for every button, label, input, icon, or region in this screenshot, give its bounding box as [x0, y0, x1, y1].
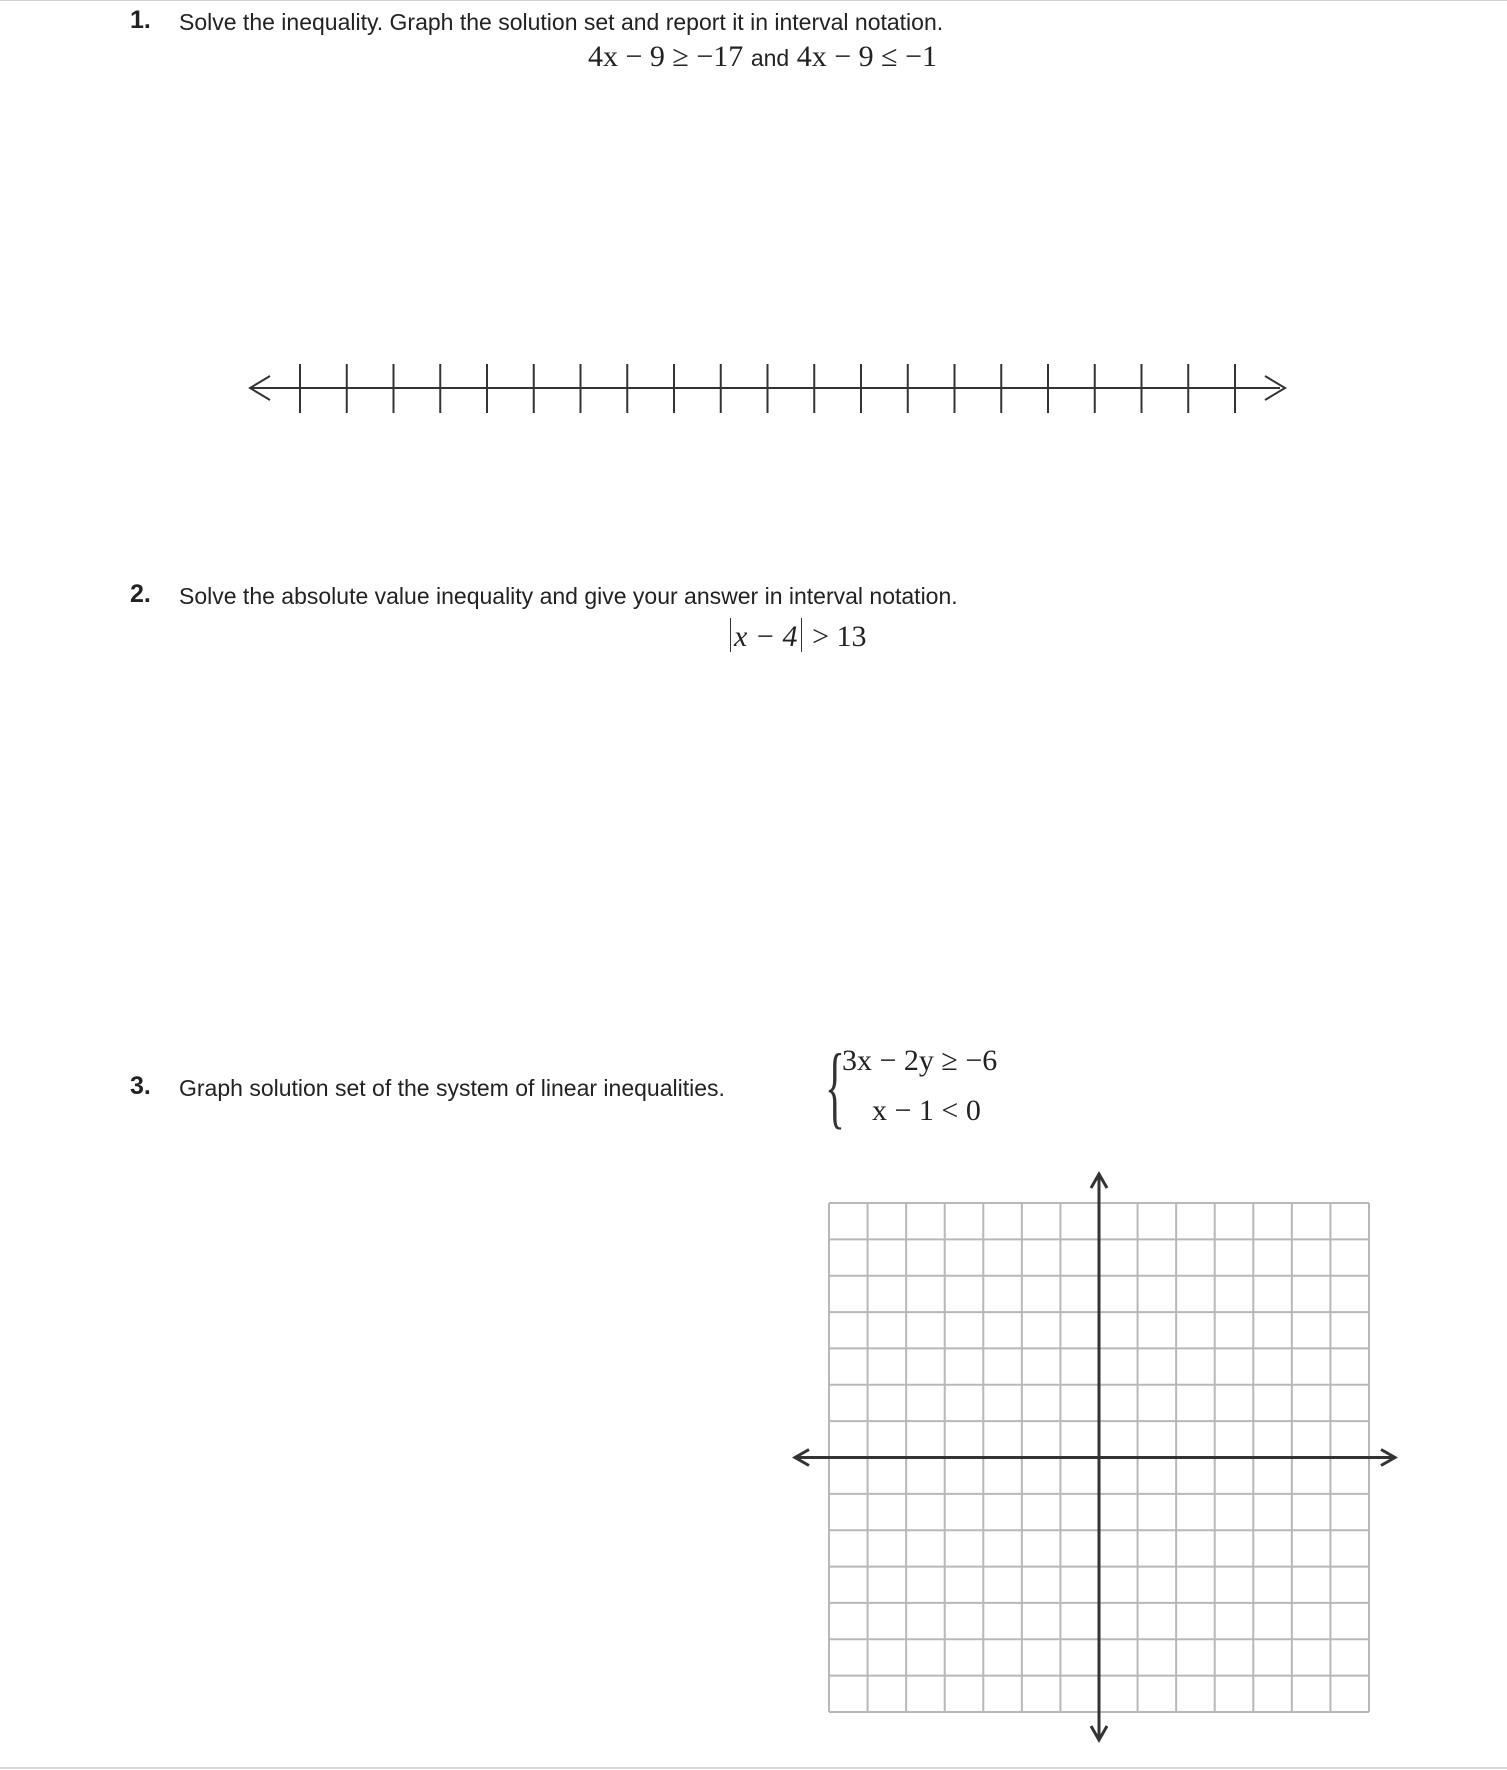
abs-inside: x − 4 — [734, 620, 798, 653]
inequality-right: 4x − 9 ≤ −1 — [796, 40, 937, 73]
question-3-number: 3. — [130, 1072, 151, 1100]
connector-and: and — [750, 45, 790, 71]
question-3-prompt: Graph solution set of the system of linear inequalities. — [179, 1075, 725, 1101]
system-brace: { — [825, 1035, 845, 1137]
question-1-prompt: Solve the inequality. Graph the solution set and report it in interval notation. — [179, 9, 944, 35]
axes — [795, 1174, 1395, 1740]
question-1-number: 1. — [130, 6, 151, 34]
inequality-left: 4x − 9 ≥ −17 — [588, 40, 744, 73]
abs-rest: > 13 — [812, 620, 867, 653]
system-line-2: x − 1 < 0 — [872, 1094, 981, 1127]
system-line-1: 3x − 2y ≥ −6 — [842, 1044, 998, 1077]
question-2-prompt: Solve the absolute value inequality and give your answer in interval notation. — [179, 583, 958, 609]
bottom-rule — [0, 1767, 1507, 1769]
question-2-number: 2. — [130, 580, 151, 608]
